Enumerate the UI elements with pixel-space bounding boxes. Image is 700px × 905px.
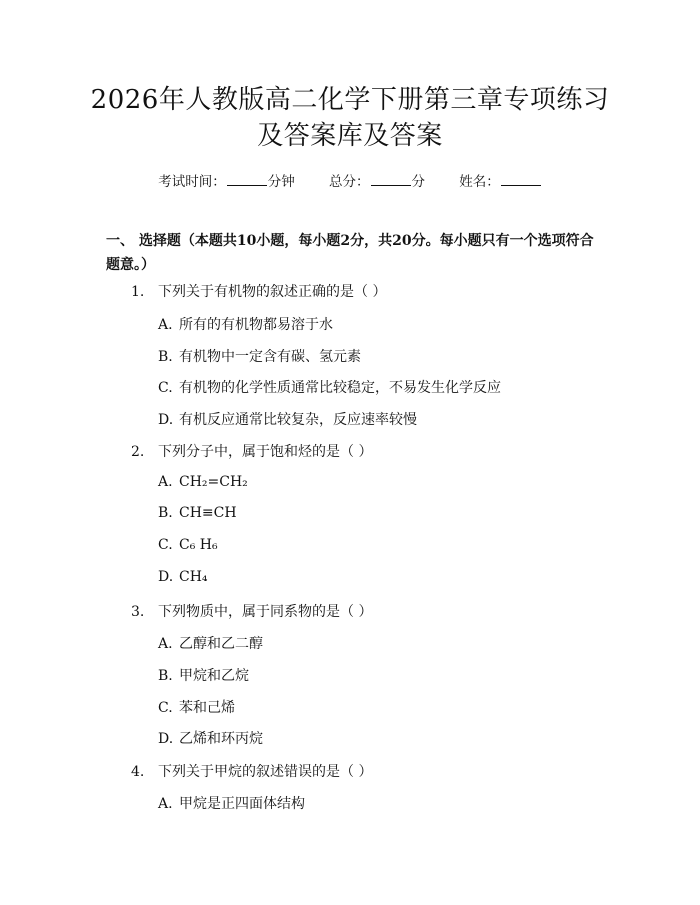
option-text: 乙烯和环丙烷	[179, 731, 263, 747]
option-text: CH₄	[179, 569, 208, 585]
option-4a	[158, 793, 305, 813]
question-3	[131, 601, 372, 621]
total-score-blank	[371, 173, 411, 186]
question-number: 4.	[131, 764, 145, 780]
option-letter: C.	[158, 380, 173, 396]
option-letter: C.	[158, 700, 173, 716]
document-title-line-1: 2026年人教版高二化学下册第三章专项练习	[90, 85, 610, 115]
total-score-label: 总分：	[329, 174, 370, 190]
option-2b	[158, 505, 237, 521]
option-1a	[158, 314, 333, 334]
section-heading: 一、 选择题（本题共10小题，每小题2分，共20分。每小题只有一个选项符合题意。）	[106, 233, 594, 273]
option-letter: A.	[158, 636, 173, 652]
question-text: 下列关于有机物的叙述正确的是（ ）	[158, 284, 387, 300]
option-letter: D.	[158, 412, 174, 428]
exam-meta	[0, 170, 700, 190]
option-2d	[158, 569, 208, 585]
option-letter: B.	[158, 505, 173, 521]
exam-time-blank	[227, 173, 267, 186]
option-text: 所有的有机物都易溶于水	[179, 317, 333, 333]
student-name-blank	[501, 173, 541, 186]
total-score-unit: 分	[411, 174, 425, 190]
option-text: CH≡CH	[179, 505, 237, 521]
exam-time-field	[158, 174, 295, 190]
question-number: 1.	[131, 284, 145, 300]
option-text: 乙醇和乙二醇	[179, 636, 263, 652]
question-number: 3.	[131, 604, 145, 620]
question-4	[131, 761, 372, 781]
student-name-label: 姓名：	[459, 174, 500, 190]
option-text: 甲烷和乙烷	[179, 668, 249, 684]
option-2a	[158, 474, 248, 490]
option-letter: D.	[158, 731, 174, 747]
option-text: 有机反应通常比较复杂，反应速率较慢	[179, 412, 417, 428]
option-1d	[158, 409, 417, 429]
student-name-field	[459, 174, 542, 190]
option-letter: C.	[158, 537, 173, 553]
option-text: C₆ H₆	[179, 537, 218, 553]
option-1b	[158, 346, 361, 366]
option-text: CH₂=CH₂	[179, 474, 248, 490]
option-letter: A.	[158, 317, 173, 333]
option-3c	[158, 697, 235, 717]
document-title-line-2: 及答案库及答案	[257, 121, 443, 151]
exam-time-unit: 分钟	[267, 174, 295, 190]
question-2	[131, 441, 372, 461]
option-text: 甲烷是正四面体结构	[179, 796, 305, 812]
question-1	[131, 281, 386, 301]
option-letter: B.	[158, 349, 173, 365]
question-text: 下列关于甲烷的叙述错误的是（ ）	[158, 764, 373, 780]
option-2c	[158, 537, 218, 553]
option-text: 有机物的化学性质通常比较稳定，不易发生化学反应	[179, 380, 501, 396]
option-text: 有机物中一定含有碳、氢元素	[179, 349, 361, 365]
option-3d	[158, 728, 263, 748]
option-letter: D.	[158, 569, 174, 585]
total-score-field	[329, 174, 425, 190]
option-1c	[158, 377, 501, 397]
question-text: 下列分子中，属于饱和烃的是（ ）	[158, 444, 373, 460]
exam-time-label: 考试时间：	[158, 174, 226, 190]
question-number: 2.	[131, 444, 145, 460]
option-letter: A.	[158, 474, 173, 490]
option-text: 苯和己烯	[179, 700, 235, 716]
question-text: 下列物质中，属于同系物的是（ ）	[158, 604, 373, 620]
option-3a	[158, 633, 263, 653]
option-3b	[158, 665, 249, 685]
option-letter: A.	[158, 796, 173, 812]
option-letter: B.	[158, 668, 173, 684]
